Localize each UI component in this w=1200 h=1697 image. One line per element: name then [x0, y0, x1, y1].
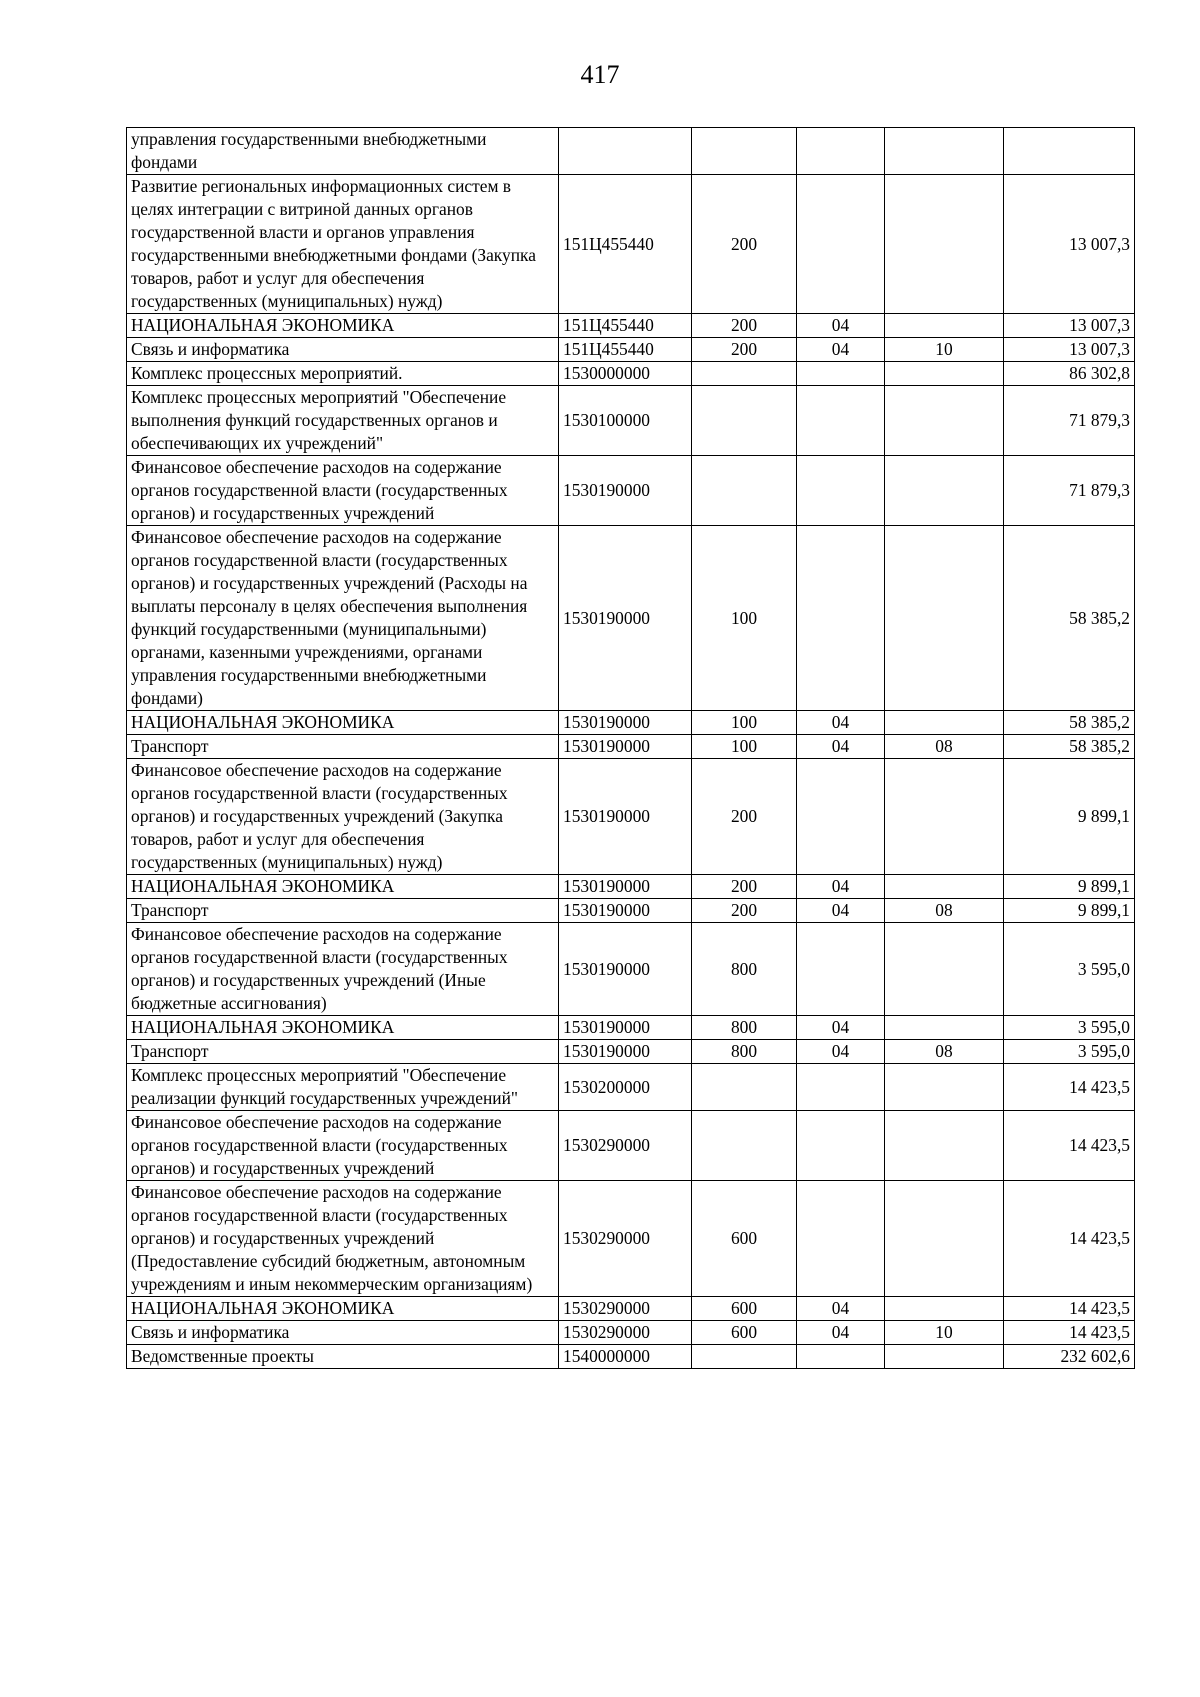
target-article-cell: 1530290000 [559, 1111, 692, 1181]
expense-type-cell: 600 [692, 1181, 797, 1297]
target-article-cell: 1530290000 [559, 1297, 692, 1321]
subsection-cell [885, 1297, 1004, 1321]
expense-type-cell: 200 [692, 875, 797, 899]
table-row [127, 923, 1135, 1016]
subsection-cell [885, 175, 1004, 314]
table-row [127, 1111, 1135, 1181]
expense-type-cell: 800 [692, 1016, 797, 1040]
subsection-cell [885, 314, 1004, 338]
table-row [127, 1297, 1135, 1321]
expense-type-cell: 200 [692, 899, 797, 923]
table-row [127, 362, 1135, 386]
row-name-cell: Транспорт [127, 899, 559, 923]
row-name-cell: Комплекс процессных мероприятий. [127, 362, 559, 386]
expense-type-cell [692, 386, 797, 456]
target-article-cell: 1530190000 [559, 735, 692, 759]
expense-type-cell: 800 [692, 923, 797, 1016]
table-row [127, 1321, 1135, 1345]
amount-cell: 3 595,0 [1004, 1016, 1135, 1040]
expense-type-cell [692, 1345, 797, 1369]
table-row [127, 759, 1135, 875]
section-cell: 04 [797, 899, 885, 923]
section-cell [797, 1345, 885, 1369]
row-name-cell: Связь и информатика [127, 338, 559, 362]
row-name-cell: Финансовое обеспечение расходов на содержание органов государственной власти (государственных органов) и государственных учреждений [127, 1111, 559, 1181]
amount-cell: 14 423,5 [1004, 1321, 1135, 1345]
row-name-cell: Финансовое обеспечение расходов на содержание органов государственной власти (государственных органов) и государственных учреждений (Закупка товаров, работ и услуг для обеспечения государственных (муниципальных) нужд) [127, 759, 559, 875]
subsection-cell: 08 [885, 899, 1004, 923]
expense-type-cell: 600 [692, 1297, 797, 1321]
row-name-cell: Транспорт [127, 1040, 559, 1064]
subsection-cell: 08 [885, 735, 1004, 759]
target-article-cell: 1530190000 [559, 456, 692, 526]
expense-type-cell [692, 456, 797, 526]
expense-type-cell: 100 [692, 735, 797, 759]
target-article-cell [559, 128, 692, 175]
row-name-cell: Развитие региональных информационных систем в целях интеграции с витриной данных органов государственной власти и органов управления государственными внебюджетными фондами (Закупка товаров, работ и услуг для обеспечения государственных (муниципальных) нужд) [127, 175, 559, 314]
subsection-cell [885, 526, 1004, 711]
table-row [127, 1040, 1135, 1064]
target-article-cell: 151Ц455440 [559, 338, 692, 362]
budget-table-body [127, 128, 1135, 1369]
amount-cell: 9 899,1 [1004, 759, 1135, 875]
table-row [127, 128, 1135, 175]
amount-cell: 14 423,5 [1004, 1064, 1135, 1111]
table-row [127, 711, 1135, 735]
expense-type-cell: 100 [692, 711, 797, 735]
expense-type-cell [692, 1064, 797, 1111]
amount-cell: 13 007,3 [1004, 314, 1135, 338]
target-article-cell: 1530190000 [559, 526, 692, 711]
subsection-cell: 08 [885, 1040, 1004, 1064]
target-article-cell: 1530190000 [559, 1016, 692, 1040]
target-article-cell: 1530190000 [559, 1040, 692, 1064]
table-row [127, 386, 1135, 456]
subsection-cell [885, 1016, 1004, 1040]
subsection-cell [885, 456, 1004, 526]
expense-type-cell [692, 1111, 797, 1181]
amount-cell: 58 385,2 [1004, 526, 1135, 711]
section-cell [797, 362, 885, 386]
target-article-cell: 1530200000 [559, 1064, 692, 1111]
table-row [127, 456, 1135, 526]
section-cell [797, 386, 885, 456]
amount-cell: 13 007,3 [1004, 175, 1135, 314]
row-name-cell: Финансовое обеспечение расходов на содержание органов государственной власти (государственных органов) и государственных учреждений [127, 456, 559, 526]
table-row [127, 314, 1135, 338]
expense-type-cell: 200 [692, 759, 797, 875]
amount-cell: 58 385,2 [1004, 711, 1135, 735]
row-name-cell: НАЦИОНАЛЬНАЯ ЭКОНОМИКА [127, 314, 559, 338]
amount-cell: 86 302,8 [1004, 362, 1135, 386]
section-cell [797, 923, 885, 1016]
subsection-cell [885, 711, 1004, 735]
table-row [127, 526, 1135, 711]
target-article-cell: 1530190000 [559, 875, 692, 899]
row-name-cell: Комплекс процессных мероприятий "Обеспечение выполнения функций государственных органов и обеспечивающих их учреждений" [127, 386, 559, 456]
table-row [127, 175, 1135, 314]
target-article-cell: 1530190000 [559, 923, 692, 1016]
subsection-cell [885, 128, 1004, 175]
row-name-cell: Финансовое обеспечение расходов на содержание органов государственной власти (государственных органов) и государственных учреждений (Расходы на выплаты персоналу в целях обеспечения выполнения функций государственными (муниципальными) органами, казенными учреждениями, органами управления государственными внебюджетными фондами) [127, 526, 559, 711]
section-cell [797, 1111, 885, 1181]
subsection-cell [885, 386, 1004, 456]
section-cell [797, 526, 885, 711]
section-cell [797, 175, 885, 314]
amount-cell: 232 602,6 [1004, 1345, 1135, 1369]
amount-cell: 14 423,5 [1004, 1111, 1135, 1181]
expense-type-cell: 100 [692, 526, 797, 711]
amount-cell: 3 595,0 [1004, 1040, 1135, 1064]
target-article-cell: 1530290000 [559, 1181, 692, 1297]
subsection-cell [885, 875, 1004, 899]
table-row [127, 1064, 1135, 1111]
row-name-cell: НАЦИОНАЛЬНАЯ ЭКОНОМИКА [127, 1297, 559, 1321]
subsection-cell [885, 1111, 1004, 1181]
amount-cell [1004, 128, 1135, 175]
subsection-cell [885, 759, 1004, 875]
subsection-cell [885, 1181, 1004, 1297]
row-name-cell: Финансовое обеспечение расходов на содержание органов государственной власти (государственных органов) и государственных учреждений (Иные бюджетные ассигнования) [127, 923, 559, 1016]
section-cell: 04 [797, 1016, 885, 1040]
subsection-cell: 10 [885, 338, 1004, 362]
amount-cell: 71 879,3 [1004, 386, 1135, 456]
amount-cell: 71 879,3 [1004, 456, 1135, 526]
row-name-cell: Транспорт [127, 735, 559, 759]
section-cell: 04 [797, 1321, 885, 1345]
row-name-cell: НАЦИОНАЛЬНАЯ ЭКОНОМИКА [127, 875, 559, 899]
expense-type-cell: 200 [692, 338, 797, 362]
expense-type-cell: 200 [692, 314, 797, 338]
budget-table [126, 127, 1135, 1369]
expense-type-cell: 800 [692, 1040, 797, 1064]
expense-type-cell [692, 128, 797, 175]
row-name-cell: управления государственными внебюджетными фондами [127, 128, 559, 175]
table-row [127, 899, 1135, 923]
table-row [127, 1181, 1135, 1297]
row-name-cell: Комплекс процессных мероприятий "Обеспечение реализации функций государственных учреждений" [127, 1064, 559, 1111]
amount-cell: 9 899,1 [1004, 875, 1135, 899]
section-cell: 04 [797, 711, 885, 735]
row-name-cell: Ведомственные проекты [127, 1345, 559, 1369]
subsection-cell [885, 1345, 1004, 1369]
section-cell: 04 [797, 735, 885, 759]
table-row [127, 338, 1135, 362]
section-cell: 04 [797, 1040, 885, 1064]
amount-cell: 14 423,5 [1004, 1297, 1135, 1321]
target-article-cell: 1530290000 [559, 1321, 692, 1345]
expense-type-cell [692, 362, 797, 386]
amount-cell: 13 007,3 [1004, 338, 1135, 362]
target-article-cell: 1530190000 [559, 899, 692, 923]
section-cell: 04 [797, 1297, 885, 1321]
amount-cell: 3 595,0 [1004, 923, 1135, 1016]
section-cell [797, 1181, 885, 1297]
amount-cell: 58 385,2 [1004, 735, 1135, 759]
section-cell [797, 128, 885, 175]
section-cell [797, 759, 885, 875]
subsection-cell [885, 362, 1004, 386]
target-article-cell: 1540000000 [559, 1345, 692, 1369]
section-cell [797, 456, 885, 526]
table-row [127, 1016, 1135, 1040]
subsection-cell: 10 [885, 1321, 1004, 1345]
target-article-cell: 1530190000 [559, 759, 692, 875]
section-cell [797, 1064, 885, 1111]
row-name-cell: НАЦИОНАЛЬНАЯ ЭКОНОМИКА [127, 1016, 559, 1040]
section-cell: 04 [797, 338, 885, 362]
page-number: 417 [580, 60, 620, 89]
target-article-cell: 1530190000 [559, 711, 692, 735]
amount-cell: 14 423,5 [1004, 1181, 1135, 1297]
target-article-cell: 151Ц455440 [559, 314, 692, 338]
expense-type-cell: 200 [692, 175, 797, 314]
row-name-cell: Финансовое обеспечение расходов на содержание органов государственной власти (государственных органов) и государственных учреждений (Предоставление субсидий бюджетным, автономным учреждениям и иным некоммерческим организациям) [127, 1181, 559, 1297]
section-cell: 04 [797, 314, 885, 338]
target-article-cell: 1530100000 [559, 386, 692, 456]
table-row [127, 1345, 1135, 1369]
section-cell: 04 [797, 875, 885, 899]
row-name-cell: Связь и информатика [127, 1321, 559, 1345]
target-article-cell: 151Ц455440 [559, 175, 692, 314]
table-row [127, 735, 1135, 759]
subsection-cell [885, 1064, 1004, 1111]
table-row [127, 875, 1135, 899]
subsection-cell [885, 923, 1004, 1016]
amount-cell: 9 899,1 [1004, 899, 1135, 923]
expense-type-cell: 600 [692, 1321, 797, 1345]
row-name-cell: НАЦИОНАЛЬНАЯ ЭКОНОМИКА [127, 711, 559, 735]
target-article-cell: 1530000000 [559, 362, 692, 386]
